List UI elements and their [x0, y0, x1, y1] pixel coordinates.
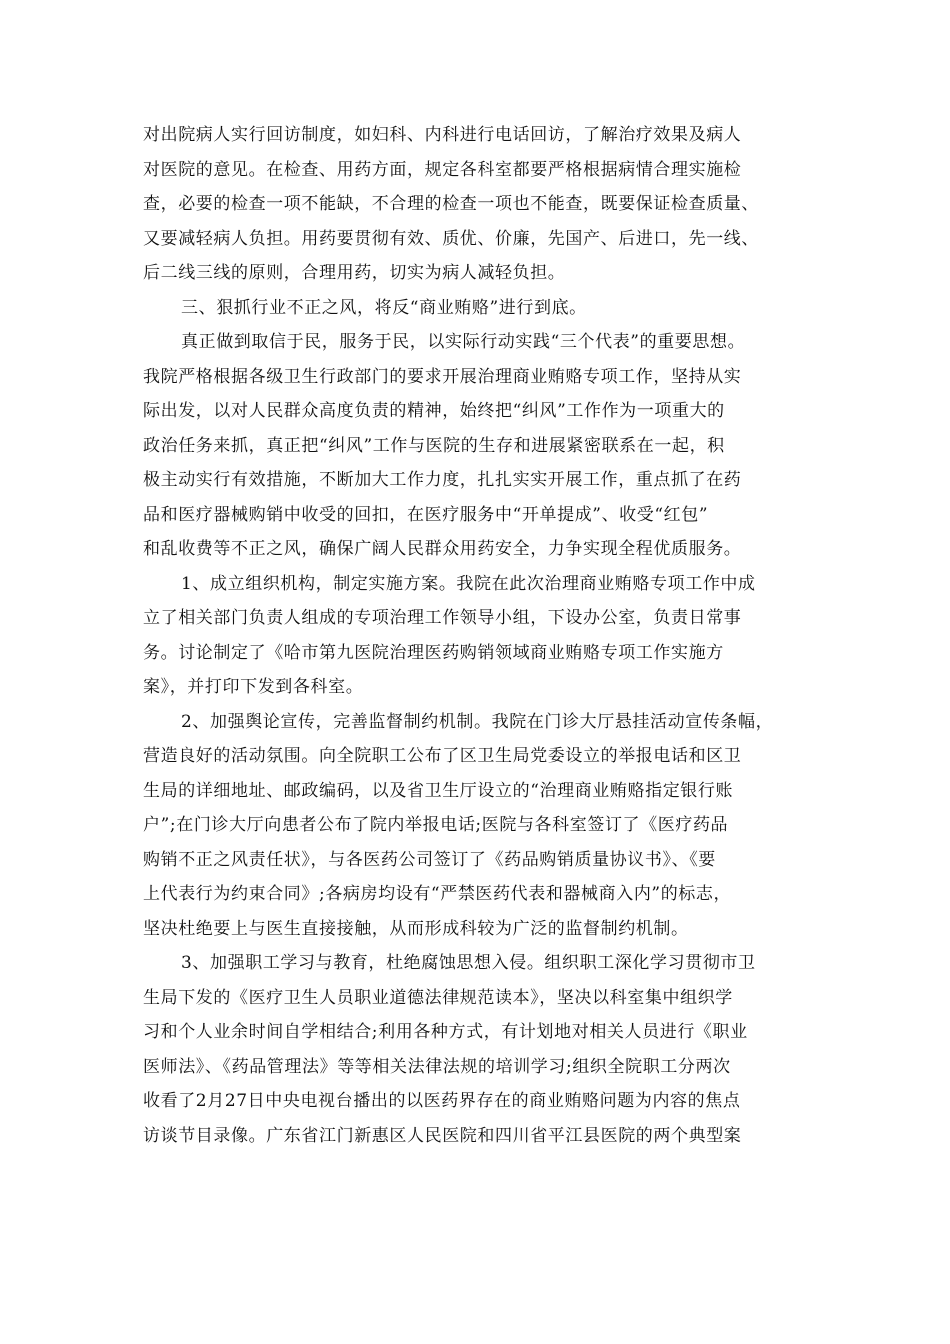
text-line: 品和医疗器械购销中收受的回扣，在医疗服务中“开单提成”、收受“红包” — [143, 504, 709, 525]
document-body — [143, 118, 823, 1153]
text-line: 生局下发的《医疗卫生人员职业道德法律规范读本》，坚决以科室集中组织学 — [143, 987, 733, 1008]
text-line: 营造良好的活动氛围。向全院职工公布了区卫生局党委设立的举报电话和区卫 — [143, 746, 742, 766]
text-line: 案》，并打印下发到各科室。 — [143, 677, 364, 697]
text-line: 查，必要的检查一项不能缺，不合理的检查一项也不能查，既要保证检查质量、 — [143, 194, 759, 214]
text-line: 和乱收费等不正之风，确保广阔人民群众用药安全，力争实现全程优质服务。 — [143, 539, 742, 559]
text-line: 我院严格根据各级卫生行政部门的要求开展治理商业贿赂专项工作，坚持从实 — [143, 366, 742, 387]
text-line: 2、加强舆论宣传，完善监督制约机制。我院在门诊大厅悬挂活动宣传条幅， — [181, 711, 774, 732]
text-line: 生局的详细地址、邮政编码，以及省卫生厅设立的“治理商业贿赂指定银行账 — [143, 780, 734, 801]
text-line: 1、成立组织机构，制定实施方案。我院在此次治理商业贿赂专项工作中成 — [181, 573, 756, 594]
text-line: 坚决杜绝要上与医生直接接触，从而形成科较为广泛的监督制约机制。 — [143, 918, 689, 939]
text-line: 收看了2月27日中央电视台播出的以医药界存在的商业贿赂问题为内容的焦点 — [143, 1091, 741, 1111]
section-heading: 三、狠抓行业不正之风，将反“商业贿赂”进行到底。 — [181, 297, 587, 318]
text-line: 习和个人业余时间自学相结合;利用各种方式，有计划地对相关人员进行《职业 — [143, 1022, 748, 1042]
text-line: 务。讨论制定了《哈市第九医院治理医药购销领域商业贿赂专项工作实施方 — [143, 642, 724, 663]
text-line: 真正做到取信于民，服务于民，以实际行动实践“三个代表”的重要思想。 — [181, 332, 746, 352]
text-line: 对医院的意见。在检查、用药方面，规定各科室都要严格根据病情合理实施检 — [143, 159, 742, 180]
text-line: 上代表行为约束合同》;各病房均设有“严禁医药代表和器械商入内”的标志， — [143, 884, 732, 904]
text-line: 购销不正之风责任状》，与各医药公司签订了《药品购销质量协议书》、《要 — [143, 849, 716, 870]
text-line: 后二线三线的原则，合理用药，切实为病人减轻负担。 — [143, 263, 566, 283]
text-line: 立了相关部门负责人组成的专项治理工作领导小组，下设办公室，负责日常事 — [143, 608, 742, 628]
text-line: 3、加强职工学习与教育，杜绝腐蚀思想入侵。组织职工深化学习贯彻市卫 — [181, 953, 756, 973]
text-line: 际出发，以对人民群众高度负责的精神，始终把“纠风”工作作为一项重大的 — [143, 401, 725, 421]
text-line: 对出院病人实行回访制度，如妇科、内科进行电话回访，了解治疗效果及病人 — [143, 125, 742, 145]
text-line: 又要减轻病人负担。用药要贯彻有效、质优、价廉，先国产、后进口，先一线、 — [143, 228, 759, 249]
text-line: 户”;在门诊大厅向患者公布了院内举报电话;医院与各科室签订了《医疗药品 — [143, 815, 729, 835]
text-line: 医师法》、《药品管理法》等等相关法律法规的培训学习;组织全院职工分两次 — [143, 1056, 731, 1077]
text-line: 政治任务来抓，真正把“纠风”工作与医院的生存和进展紧密联系在一起，积 — [143, 435, 725, 456]
text-line: 极主动实行有效措施，不断加大工作力度，扎扎实实开展工作，重点抓了在药 — [143, 470, 742, 490]
text-line: 访谈节目录像。广东省江门新惠区人民医院和四川省平江县医院的两个典型案 — [143, 1125, 742, 1146]
